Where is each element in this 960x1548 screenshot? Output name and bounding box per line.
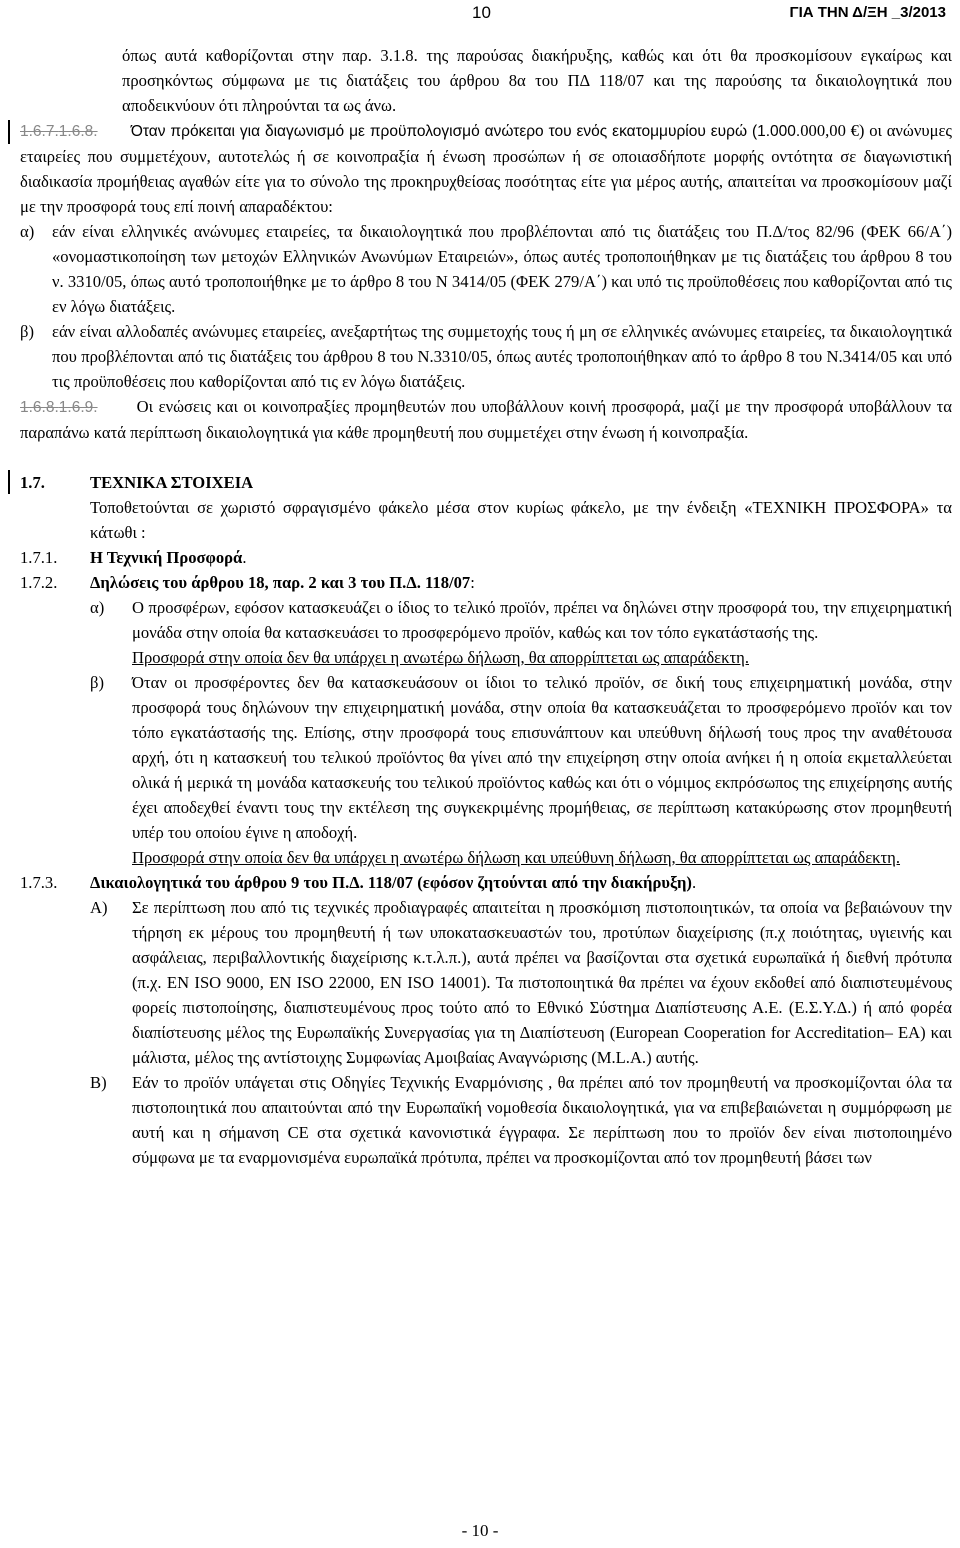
header-document-code: ΓΙΑ ΤΗΝ Δ/ΞΗ _3/2013 [789, 4, 946, 21]
list-item-text: εάν είναι αλλοδαπές ανώνυμες εταιρείες, ανεξαρτήτως της συμμετοχής τους ή μη σε ελληνικές ανώνυμες εταιρείες, τα δικαιολογητικά που προβλέπονται από τις διατάξεις του άρθρου 8 του Ν.3310/05, όπως αυτές τροποποιήθηκαν από το άρθρο 8 του Ν.3414/05 και υπό τις προϋποθέσεις που καθορίζονται από τις εν λόγω διατάξεις. [52, 322, 952, 391]
list-item-note: Προσφορά στην οποία δεν θα υπάρχει η ανωτέρω δήλωση, θα απορρίπτεται ως απαράδεκτη. [132, 648, 749, 667]
list-item-text: Εάν το προϊόν υπάγεται στις Οδηγίες Τεχνικής Εναρμόνισης , θα πρέπει από τον προμηθευτή να προσκομίζονται όλα τα πιστοποιητικά που απαιτούνται από την Ευρωπαϊκή νομοθεσία δικαιολογητικά, για να επιβεβαιώνεται η συμμόρφωση με αυτή και η σήμανση CE στα σχετικά κανονιστικά έγγραφα. Σε περίπτωση που το προϊόν δεν είναι πιστοποιημένο σύμφωνα με τα εναρμονισμένα ευρωπαϊκά πρότυπα, πρέπει να προσκομίζονται από τον προμηθευτή βάσει των [132, 1073, 952, 1167]
section-title: Δικαιολογητικά του άρθρου 9 του Π.Δ. 118/07 (εφόσον ζητούνται από την διακήρυξη) [90, 873, 692, 892]
section-1-7-3: 1.7.3. Δικαιολογητικά του άρθρου 9 του Π.Δ. 118/07 (εφόσον ζητούνται από την διακήρυξη). [122, 870, 952, 895]
section-number-inserted: 1.6.9. [58, 399, 98, 416]
change-bar [8, 120, 10, 144]
footer-page-label: - 10 - [461, 1521, 499, 1540]
intro-paragraph: όπως αυτά καθορίζονται στην παρ. 3.1.8. της παρούσας διακήρυξης, καθώς και ότι θα προσκομίσουν εγκαίρως και προσηκόντως σύμφωνα με τις διατάξεις του άρθρου 8α του ΠΔ 118/07 και της παρούσης τα δικαιολογητικά που αποδεικνύουν ότι πληρούνται τα ως άνω. [122, 46, 952, 115]
section-1-6-9 [20, 394, 952, 445]
change-bar [8, 470, 10, 494]
list-item [20, 219, 952, 319]
section-number: 1.7. [20, 473, 45, 492]
list-item [90, 895, 952, 1070]
list-item-text: Όταν οι προσφέροντες δεν θα κατασκευάσουν οι ίδιοι το τελικό προϊόν, σε δική τους επιχειρηματική μονάδα, στην προσφορά τους δηλώνουν την επιχειρηματική μονάδα, στην οποία θα κατασκευάζεται το προσφερόμενο προϊόν και τον τόπο εγκατάστασής της. Επίσης, στην προσφορά τους επισυνάπτουν και υπεύθυνη δήλωσή τους προς την αναθέτουσα αρχή, ότι η κατασκευή του τελικού προϊόντος θα γίνει από την επιχείρηση στην οποία ανήκει ή η οποία εκμεταλλεύεται ολικά ή μερικά τη μονάδα κατασκευής του τελικού προϊόντος καθώς και ότι ο νόμιμος εκπρόσωπος της επιχείρησης αυτής έχει αποδεχθεί έναντι τους την εκτέλεση της συγκεκριμένης προμήθειας, σε περίπτωση κατακύρωσης στον προμηθευτή υπέρ του οποίου έγινε η αποδοχή. [132, 673, 952, 842]
list-item [20, 319, 952, 394]
list-item-note: Προσφορά στην οποία δεν θα υπάρχει η ανωτέρω δήλωση και υπεύθυνη δήλωση, θα απορρίπτεται ως απαράδεκτη. [132, 848, 901, 867]
section-number-deleted: 1.6.8. [20, 399, 59, 416]
header-page-number: 10 [472, 3, 491, 22]
section-1-7-2: 1.7.2. Δηλώσεις του άρθρου 18, παρ. 2 και 3 του Π.Δ. 118/07: [122, 570, 952, 595]
list-label: α) [90, 598, 105, 617]
list-item [90, 1070, 952, 1170]
list-label: Α) [90, 898, 108, 917]
section-1-6-8 [20, 118, 952, 219]
list-label: β) [90, 673, 104, 692]
list-item [90, 670, 952, 870]
list-label: β) [20, 322, 34, 341]
list-item-text: εάν είναι ελληνικές ανώνυμες εταιρείες, τα δικαιολογητικά που προβλέπονται από τις διατάξεις του Π.Δ/τος 82/96 (ΦΕΚ 66/Α΄) «ονομαστικοποίηση των μετοχών Ελληνικών Ανωνύμων Εταιρειών», όπως αυτές τροποποιήθηκαν με τις διατάξεις του άρθρου 8 του ν. 3310/05, όπως αυτό τροποποιήθηκε με το άρθρο 8 του Ν 3414/05 (ΦΕΚ 279/Α΄) και υπό τις προϋποθέσεις που καθορίζονται από τις εν λόγω διατάξεις. [52, 222, 952, 316]
section-title: ΤΕΧΝΙΚΑ ΣΤΟΙΧΕΙΑ [90, 473, 254, 492]
list-item-text: Ο προσφέρων, εφόσον κατασκευάζει ο ίδιος το τελικό προϊόν, πρέπει να δηλώνει στην προσφορά του, την επιχειρηματική μονάδα στην οποία θα κατασκευάσει το προσφερόμενο προϊόν, καθώς και τον τόπο εγκατάστασής της. [132, 598, 952, 642]
section-body-text: Τοποθετούνται σε χωριστό σφραγισμένο φάκελο μέσα στον κυρίως φάκελο, με την ένδειξη «ΤΕΧΝΙΚΗ ΠΡΟΣΦΟΡΑ» τα κάτωθι : [90, 498, 952, 542]
section-1-7 [20, 470, 952, 545]
list-label: α) [20, 222, 35, 241]
section-body-text: 000,00 €) οι ανώνυμες εταιρείες που συμμετέχουν, αυτοτελώς ή σε κοινοπραξία ή ένωση προσώπων ή σε οποιασδήποτε μορφής οντότητα σε διαγωνιστική διαδικασία προμήθειας αγαθών είτε για το σύνολο της προκηρυχθείσας ποσότητας είτε για μέρος αυτής, απαιτείται να προσκομίσουν μαζί με την προσφορά τους επί ποινή απαραδέκτου: [20, 121, 953, 216]
section-number-inserted: 1.6.8. [58, 123, 98, 140]
section-number-deleted: 1.6.7. [20, 123, 59, 140]
section-title: Δηλώσεις του άρθρου 18, παρ. 2 και 3 του Π.Δ. 118/07 [90, 573, 471, 592]
list-item-text: Σε περίπτωση που από τις τεχνικές προδιαγραφές απαιτείται η προσκόμιση πιστοποιητικών, τα οποία να βεβαιώνουν την τήρηση εκ μέρους του προμηθευτή ή των υποκατασκευαστών του, προτύπων διαχείρισης (π.χ ποιότητας, υγιεινής και ασφάλειας, περιβαλλοντικής διαχείρισης κ.τ.λ.π.), αυτά πρέπει να βασίζονται στα σχετικά ευρωπαϊκά ή διεθνή πρότυπα (π.χ. EN ISO 9000, EN ISO 22000, EN ISO 14001). Τα πιστοποιητικά θα πρέπει να έχουν εκδοθεί από διαπιστευμένους φορείς πιστοποίησης, διαπιστευμένους προς τούτο από το Εθνικό Σύστημα Διαπίστευσης Α.Ε. (Ε.Σ.Υ.Δ.) ή από φορέα διαπίστευσης μέλος της Ευρωπαϊκής Συνεργασίας για τη Διαπίστευση (European Cooperation for Accreditation– EA) και μάλιστα, μέλος της αντίστοιχης Συμφωνίας Αμοιβαίας Αναγνώρισης (M.L.A.) αυτής. [132, 898, 952, 1067]
section-1-7-1: 1.7.1. Η Τεχνική Προσφορά. [122, 545, 952, 570]
document-body [20, 43, 953, 1170]
list-item [90, 595, 952, 670]
section-body-text: Οι ενώσεις και οι κοινοπραξίες προμηθευτών που υποβάλλουν κοινή προσφορά, μαζί με την προσφορά υποβάλλουν τα παραπάνω κατά περίπτωση δικαιολογητικά για κάθε προμηθευτή που συμμετέχει στην ένωση ή κοινοπραξία. [20, 397, 952, 442]
section-number: 1.7.3. [20, 873, 58, 892]
section-lead-text: Όταν πρόκειται για διαγωνισμό με προϋπολογισμό ανώτερο του ενός εκατομμυρίου ευρώ (1.000. [130, 123, 801, 140]
list-label: Β) [90, 1073, 107, 1092]
section-number: 1.7.2. [20, 573, 58, 592]
section-title: Η Τεχνική Προσφορά [90, 548, 243, 567]
section-number: 1.7.1. [20, 548, 58, 567]
